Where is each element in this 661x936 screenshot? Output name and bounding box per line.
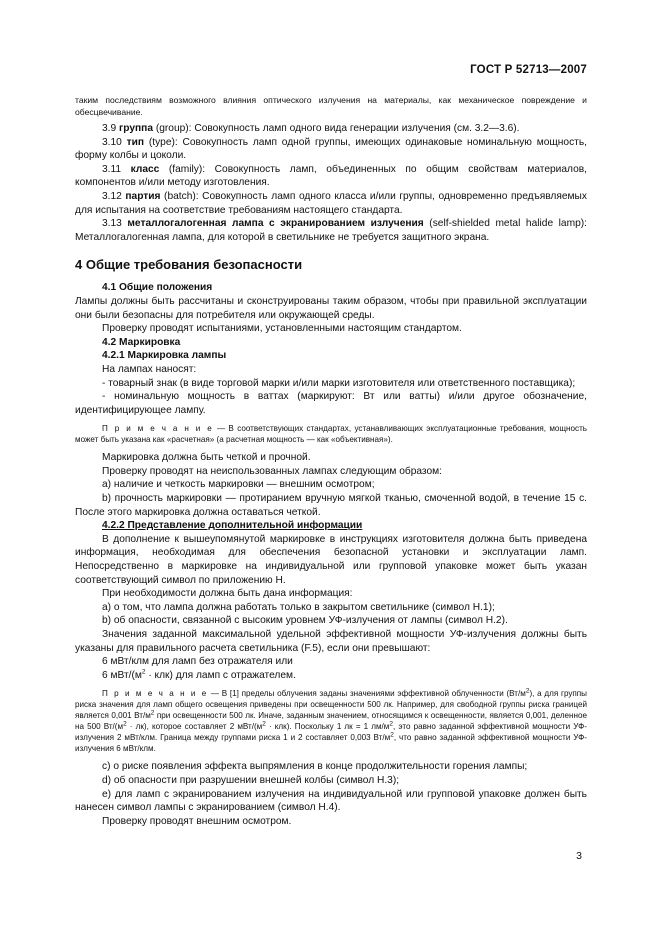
info-check: Проверку проводят внешним осмотром. bbox=[102, 815, 292, 827]
note-text: , что равно заданной эффективной мощности УФ-излучения 6 мВт/клм. bbox=[75, 733, 588, 754]
uv-power-values: Значения заданной максимальной удельной эффективной мощности УФ-излучения должны быть указаны для правильного расчета светильника (F.5), если они превышают: bbox=[75, 629, 587, 654]
def-text: (batch): Совокупность ламп одного класса и/или группы, одновременно предъявляемых для испытания на соответствие требованиям настоящего стандарта. bbox=[75, 190, 587, 216]
section-4-1-check: Проверку проводят испытаниями, установленными настоящим стандартом. bbox=[102, 323, 462, 335]
limit-text: 6 мВт/(м bbox=[102, 669, 142, 681]
def-text: (self-shielded metal halide lamp): Металлогалогенная лампа, для которой в светильнике не требуется защитного экрана. bbox=[75, 218, 587, 243]
superscript: 2 bbox=[150, 709, 155, 717]
def-text: (group): Совокупность ламп одного вида генерации излучения (см. 3.2—3.6). bbox=[153, 123, 520, 134]
note-label: П р и м е ч а н и е bbox=[102, 689, 209, 699]
superscript: 2 bbox=[390, 731, 394, 739]
info-when-needed: При необходимости должна быть дана информация: bbox=[102, 588, 353, 600]
limit-text: · клк) для ламп с отражателем. bbox=[145, 669, 296, 681]
info-item-d: d) об опасности при разрушении внешней колбы (символ Н.3); bbox=[102, 774, 400, 786]
note-text: , это равно заданной эффективной мощности УФ-излучения 2 мВт/клм. Граница между группами риска 1 и 2 составляет 0,003 Вт/м bbox=[75, 722, 587, 743]
definition-3-13 bbox=[75, 217, 587, 244]
page-body bbox=[75, 94, 587, 828]
def-num: 3.13 bbox=[102, 218, 122, 230]
marking-requirement: Маркировка должна быть четкой и прочной. bbox=[102, 452, 311, 464]
def-term: металлогалогенная лампа с экранированием излучения bbox=[127, 218, 424, 230]
definition-3-11 bbox=[75, 163, 587, 190]
note-text: · лк), которое составляет 2 мВт/(м bbox=[126, 722, 263, 732]
info-item-e: e) для ламп с экранированием излучения на индивидуальной или групповой упаковке должен быть нанесен символ лампы с экранированием (символ Н.4). bbox=[75, 788, 587, 814]
info-item-b: b) об опасности, связанной с высоким уровнем УФ-излучения от лампы (символ Н.2). bbox=[102, 615, 508, 627]
superscript: 2 bbox=[262, 720, 266, 728]
note-text: · клк). Поскольку 1 лк = 1 лм/м bbox=[265, 722, 390, 732]
section-4-1-text: Лампы должны быть рассчитаны и сконструированы таким образом, чтобы при правильной эксплуатации они были безопасны для потребителя или окружающей среды. bbox=[75, 295, 587, 321]
info-item-a: a) о том, что лампа должна работать только в закрытом светильнике (символ Н.1); bbox=[102, 601, 495, 613]
def-text: (family): Совокупность ламп, объединенных по общим свойствам материалов, компонентов и/или методу изготовления. bbox=[75, 163, 587, 189]
def-term: группа bbox=[119, 123, 153, 134]
note-text: — В [1] пределы облучения заданы значениями эффективной облученности (Вт/м bbox=[208, 689, 526, 699]
def-text: (type): Совокупность ламп одной группы, имеющих одинаковые номинальную мощность, форму колбы и цоколи. bbox=[75, 136, 587, 162]
section-4-2-2-title bbox=[75, 519, 587, 533]
info-intro: В дополнение к вышеупомянутой маркировке в инструкциях изготовителя должна быть приведена информация, необходимая для обеспечения безопасной установки и эксплуатации ламп. Непосредственно в маркировке на индивидуальной или групповой упаковке может быть указан соответствующий символ по приложению Н. bbox=[75, 533, 587, 586]
def-num: 3.9 bbox=[102, 123, 117, 134]
intro-continuation: таким последствиям возможного влияния оптического излучения на материалы, как механическое повреждение и обесцвечивание. bbox=[75, 95, 587, 117]
note-1 bbox=[75, 423, 587, 445]
marking-item-trademark: - товарный знак (в виде торговой марки и/или марки изготовителя или ответственного поставщика); bbox=[102, 377, 576, 389]
def-term: партия bbox=[125, 190, 161, 202]
note-text: ), а для группы риска значения для ламп общего освещения приведены при освещенности 500 лк. Например, для свободной группы риска границей является 0,001 Вт/м bbox=[75, 689, 588, 721]
def-num: 3.12 bbox=[102, 190, 122, 202]
section-4-1-title: 4.1 Общие положения bbox=[102, 282, 213, 294]
page-number: 3 bbox=[576, 850, 582, 862]
note-label: П р и м е ч а н и е bbox=[102, 424, 214, 434]
definition-3-12 bbox=[75, 190, 587, 217]
superscript: 2 bbox=[141, 668, 146, 676]
def-num: 3.10 bbox=[102, 136, 122, 148]
marking-intro: На лампах наносят: bbox=[102, 363, 197, 375]
definition-3-9 bbox=[75, 122, 587, 136]
limit-with-reflector bbox=[75, 669, 587, 683]
superscript: 2 bbox=[389, 720, 394, 728]
section-4-2-1-title: 4.2.1 Маркировка лампы bbox=[102, 350, 227, 362]
superscript: 2 bbox=[525, 687, 530, 695]
note-text: — В соответствующих стандартах, устанавливающих эксплуатационные требования, мощность может быть указана как «расчетная» (а расчетная мощность — как «объективная»). bbox=[75, 424, 587, 445]
def-term: класс bbox=[130, 163, 160, 175]
superscript: 2 bbox=[123, 720, 127, 728]
section-4-2-2-title-text: 4.2.2 Представление дополнительной информации bbox=[102, 520, 363, 532]
info-item-c: c) о риске появления эффекта выпрямления в конце продолжительности горения лампы; bbox=[102, 761, 528, 773]
marking-check-intro: Проверку проводят на неиспользованных лампах следующим образом: bbox=[102, 465, 442, 477]
note-2 bbox=[75, 688, 587, 754]
standard-id: ГОСТ Р 52713—2007 bbox=[470, 64, 587, 76]
marking-check-a: a) наличие и четкость маркировки — внешним осмотром; bbox=[102, 479, 375, 491]
section-4-2-title: 4.2 Маркировка bbox=[102, 336, 181, 348]
limit-without-reflector: 6 мВт/клм для ламп без отражателя или bbox=[102, 656, 293, 668]
def-num: 3.11 bbox=[102, 163, 122, 175]
definition-3-10 bbox=[75, 136, 587, 163]
marking-check-b: b) прочность маркировки — протиранием вручную мягкой тканью, смоченной водой, в течение 15 с. После этого маркировка должна оставаться четкой. bbox=[75, 493, 587, 518]
section-4-title: 4 Общие требования безопасности bbox=[75, 257, 303, 273]
note-text: при освещенности 500 лк. Иначе, заданным значением, относящимся к освещенности, является 0,001, деленное на 500 Вт/(м bbox=[75, 711, 587, 732]
def-term: тип bbox=[126, 136, 145, 148]
marking-item-power: - номинальную мощность в ваттах (маркируют: Вт или ватты) и/или другое обозначение, идентифицирующее лампу. bbox=[75, 391, 587, 416]
